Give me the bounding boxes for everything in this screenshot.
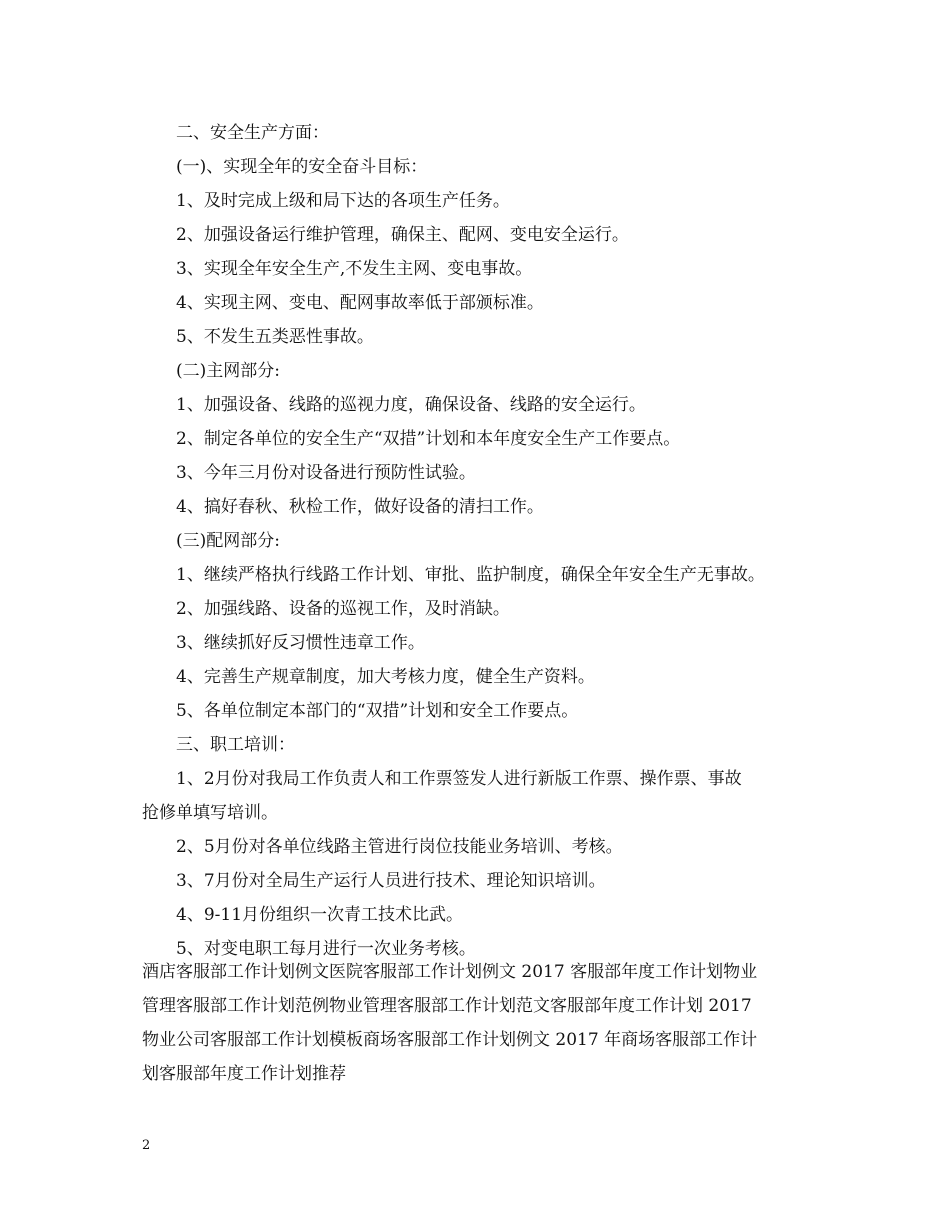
related-link-line[interactable]: 划客服部年度工作计划推荐 bbox=[142, 1064, 346, 1084]
paragraph-line: 5、对变电职工每月进行一次业务考核。 bbox=[176, 939, 476, 959]
paragraph-line: 二、安全生产方面： bbox=[176, 123, 329, 143]
paragraph-line: 3、实现全年安全生产,不发生主网、变电事故。 bbox=[176, 259, 533, 279]
paragraph-line: 3、7月份对全局生产运行人员进行技术、理论知识培训。 bbox=[176, 871, 606, 891]
paragraph-line: 4、9-11月份组织一次青工技术比武。 bbox=[176, 905, 464, 925]
related-link-line[interactable]: 酒店客服部工作计划例文医院客服部工作计划例文 2017 客服部年度工作计划物业 bbox=[142, 962, 758, 982]
document-body bbox=[142, 116, 814, 966]
paragraph-line: 1、2月份对我局工作负责人和工作票签发人进行新版工作票、操作票、事故 bbox=[176, 769, 742, 789]
related-links-block bbox=[142, 955, 814, 1091]
related-link-line[interactable]: 物业公司客服部工作计划模板商场客服部工作计划例文 2017 年商场客服部工作计 bbox=[142, 1030, 758, 1050]
paragraph-line: 3、继续抓好反习惯性违章工作。 bbox=[176, 633, 425, 653]
page-number: 2 bbox=[142, 1138, 151, 1153]
paragraph-line: (三)配网部分: bbox=[176, 531, 280, 551]
paragraph-line: 5、各单位制定本部门的“双措”计划和安全工作要点。 bbox=[176, 701, 579, 721]
paragraph-line: 3、今年三月份对设备进行预防性试验。 bbox=[176, 463, 476, 483]
related-link-line[interactable]: 管理客服部工作计划范例物业管理客服部工作计划范文客服部年度工作计划 2017 bbox=[142, 996, 752, 1016]
paragraph-line: 4、完善生产规章制度，加大考核力度，健全生产资料。 bbox=[176, 667, 595, 687]
paragraph-line: 2、5月份对各单位线路主管进行岗位技能业务培训、考核。 bbox=[176, 837, 623, 857]
paragraph-line: 2、加强线路、设备的巡视工作，及时消缺。 bbox=[176, 599, 510, 619]
paragraph-line: 4、实现主网、变电、配网事故率低于部颁标准。 bbox=[176, 293, 544, 313]
paragraph-line: 三、职工培训： bbox=[176, 735, 295, 755]
paragraph-line: 4、搞好春秋、秋检工作，做好设备的清扫工作。 bbox=[176, 497, 544, 517]
paragraph-line: 2、加强设备运行维护管理，确保主、配网、变电安全运行。 bbox=[176, 225, 629, 245]
paragraph-line: (二)主网部分: bbox=[176, 361, 280, 381]
paragraph-line: (一)、实现全年的安全奋斗目标： bbox=[176, 157, 428, 177]
paragraph-line: 1、继续严格执行线路工作计划、审批、监护制度，确保全年安全生产无事故。 bbox=[176, 565, 765, 585]
paragraph-line: 5、不发生五类恶性事故。 bbox=[176, 327, 374, 347]
paragraph-line: 2、制定各单位的安全生产“双措”计划和本年度安全生产工作要点。 bbox=[176, 429, 681, 449]
paragraph-line: 抢修单填写培训。 bbox=[142, 803, 278, 823]
paragraph-line: 1、加强设备、线路的巡视力度，确保设备、线路的安全运行。 bbox=[176, 395, 646, 415]
paragraph-line: 1、及时完成上级和局下达的各项生产任务。 bbox=[176, 191, 510, 211]
